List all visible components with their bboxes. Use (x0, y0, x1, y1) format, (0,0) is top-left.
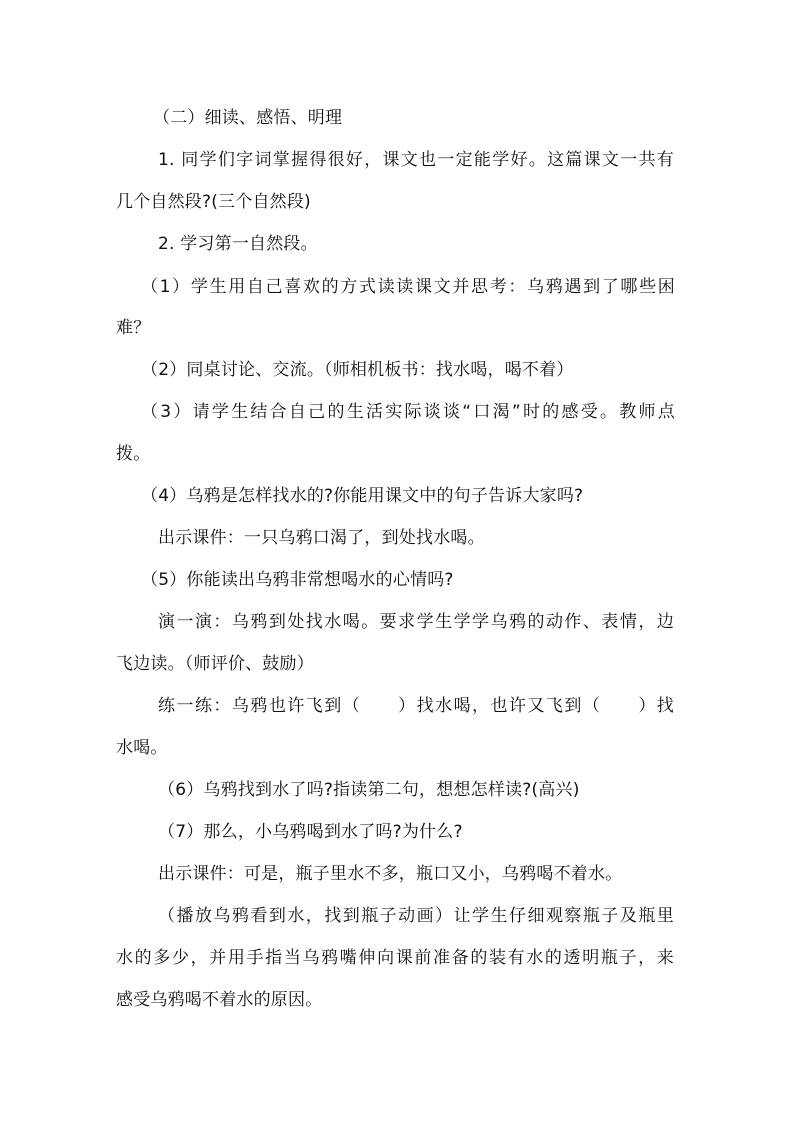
paragraph-line: 演一演：乌鸦到处找水喝。要求学生学学乌鸦的动作、表情，边 (158, 612, 674, 632)
paragraph-line: 练一练：乌鸦也许飞到（ ）找水喝，也许又飞到（ ）找 (158, 696, 674, 716)
paragraph-line: （6）乌鸦找到水了吗?指读第二句，想想怎样读?(高兴) (158, 780, 580, 800)
paragraph-line: 拨。 (116, 444, 151, 464)
paragraph-line: （1）学生用自己喜欢的方式读读课文并思考：乌鸦遇到了哪些困 (141, 277, 675, 297)
paragraph-line: （7）那么，小乌鸦喝到水了吗?为什么? (158, 822, 463, 842)
paragraph-line: 1. 同学们字词掌握得很好，课文也一定能学好。这篇课文一共有 (158, 150, 674, 170)
paragraph-line: 出示课件：可是，瓶子里水不多，瓶口又小，乌鸦喝不着水。 (158, 864, 623, 884)
paragraph-line: 感受乌鸦喝不着水的原因。 (116, 990, 323, 1010)
paragraph-line: （播放乌鸦看到水，找到瓶子动画）让学生仔细观察瓶子及瓶里 (158, 906, 674, 926)
paragraph-line: 出示课件：一只乌鸦口渴了，到处找水喝。 (158, 528, 485, 548)
paragraph-line: （3）请学生结合自己的生活实际谈谈“口渴”时的感受。教师点 (141, 402, 675, 422)
paragraph-line: （2）同桌讨论、交流。（师相机板书：找水喝，喝不着） (141, 360, 574, 380)
paragraph-line: 飞边读。（师评价、鼓励） (116, 654, 314, 674)
paragraph-line: 几个自然段?(三个自然段) (116, 192, 311, 212)
paragraph-line: （4）乌鸦是怎样找水的?你能用课文中的句子告诉大家吗? (141, 486, 584, 506)
paragraph-line: 水的多少，并用手指当乌鸦嘴伸向课前准备的装有水的透明瓶子，来 (116, 948, 674, 968)
paragraph-line: （5）你能读出乌鸦非常想喝水的心情吗? (141, 570, 454, 590)
paragraph-line: 难？ (116, 318, 151, 338)
paragraph-line: 水喝。 (116, 738, 168, 758)
section-heading: （二）细读、感悟、明理 (153, 108, 343, 128)
paragraph-line: 2. 学习第一自然段。 (158, 234, 318, 254)
